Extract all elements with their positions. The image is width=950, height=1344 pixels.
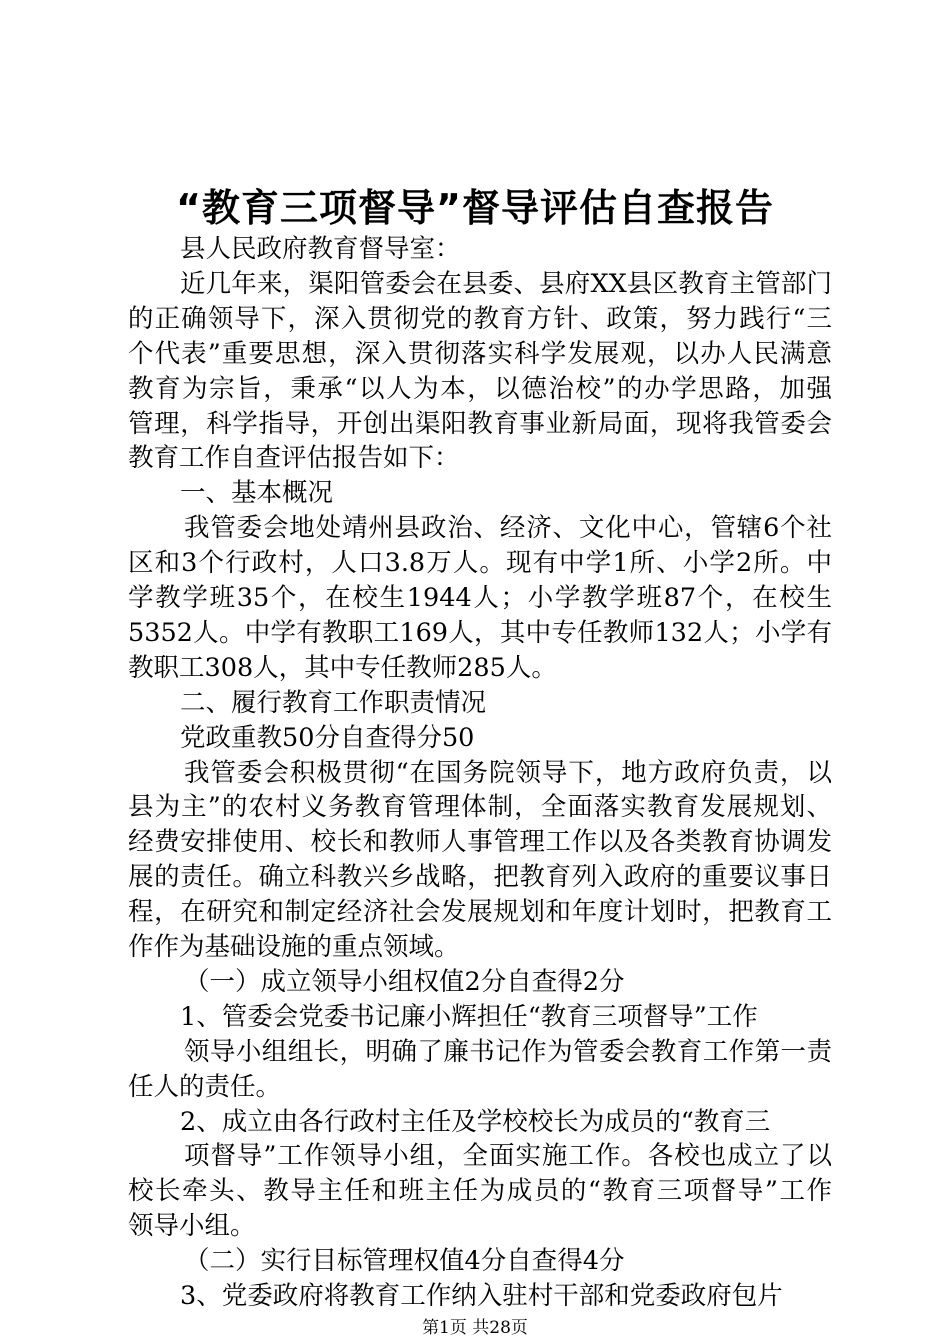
paragraph-line: 教育为宗旨，秉承“以人为本，以德治校”的办学思路，加强 — [128, 373, 832, 404]
paragraph-line: 2、成立由各行政村主任及学校校长为成员的“教育三 — [180, 1106, 771, 1137]
paragraph-line: 程，在研究和制定经济社会发展规划和年度计划时，把教育工 — [128, 897, 832, 928]
paragraph-line: 近几年来，渠阳管委会在县委、县府XX县区教育主管部门 — [180, 268, 832, 299]
paragraph-line: 我管委会积极贯彻“在国务院领导下，地方政府负责，以 — [184, 757, 832, 788]
page-title: “教育三项督导”督导评估自查报告 — [176, 186, 774, 230]
paragraph-line: 展的责任。确立科教兴乡战略，把教育列入政府的重要议事日 — [128, 862, 832, 893]
paragraph-line: 5352人。中学有教职工169人，其中专任教师132人；小学有 — [128, 617, 832, 648]
paragraph-line: 学教学班35个，在校生1944人；小学教学班87个，在校生 — [128, 583, 832, 613]
paragraph-line: 项督导”工作领导小组，全面实施工作。各校也成立了以 — [184, 1141, 832, 1172]
paragraph-line: 1、管委会党委书记廉小辉担任“教育三项督导”工作 — [180, 1001, 758, 1032]
section-heading: 一、基本概况 — [180, 478, 334, 509]
paragraph-line: 的正确领导下，深入贯彻党的教育方针、政策，努力践行“三 — [128, 303, 832, 334]
paragraph-line: 管理，科学指导，开创出渠阳教育事业新局面，现将我管委会 — [128, 408, 832, 439]
paragraph-line: 个代表”重要思想，深入贯彻落实科学发展观，以办人民满意 — [128, 338, 832, 369]
page-footer: 第1页 共28页 — [422, 1317, 528, 1338]
paragraph-line: 区和3个行政村，人口3.8万人。现有中学1所、小学2所。中 — [128, 548, 832, 579]
paragraph-line: 校长牵头、教导主任和班主任为成员的“教育三项督导”工作 — [128, 1176, 832, 1207]
salutation: 县人民政府教育督导室： — [180, 234, 461, 264]
paragraph-line: 领导小组组长，明确了廉书记作为管委会教育工作第一责 — [184, 1036, 832, 1067]
paragraph-line: 领导小组。 — [128, 1211, 256, 1242]
section-heading: 二、履行教育工作职责情况 — [180, 687, 487, 718]
paragraph-line: 作作为基础设施的重点领域。 — [128, 932, 460, 962]
subsection-heading: （一）成立领导小组权值2分自查得2分 — [184, 966, 625, 997]
paragraph-line: 教职工308人，其中专任教师285人。 — [128, 652, 557, 683]
paragraph-line: 县为主”的农村义务教育管理体制，全面落实教育发展规划、 — [128, 792, 832, 823]
paragraph-line: 经费安排使用、校长和教师人事管理工作以及各类教育协调发 — [128, 827, 832, 858]
paragraph-line: 我管委会地处靖州县政治、经济、文化中心，管辖6个社 — [184, 513, 832, 544]
paragraph-line: 任人的责任。 — [128, 1071, 282, 1102]
subsection-heading: （二）实行目标管理权值4分自查得4分 — [184, 1246, 625, 1277]
subsection-heading: 党政重教50分自查得分50 — [180, 722, 475, 753]
paragraph-line: 3、党委政府将教育工作纳入驻村干部和党委政府包片 — [180, 1281, 783, 1311]
paragraph-line: 教育工作自查评估报告如下： — [128, 443, 460, 474]
